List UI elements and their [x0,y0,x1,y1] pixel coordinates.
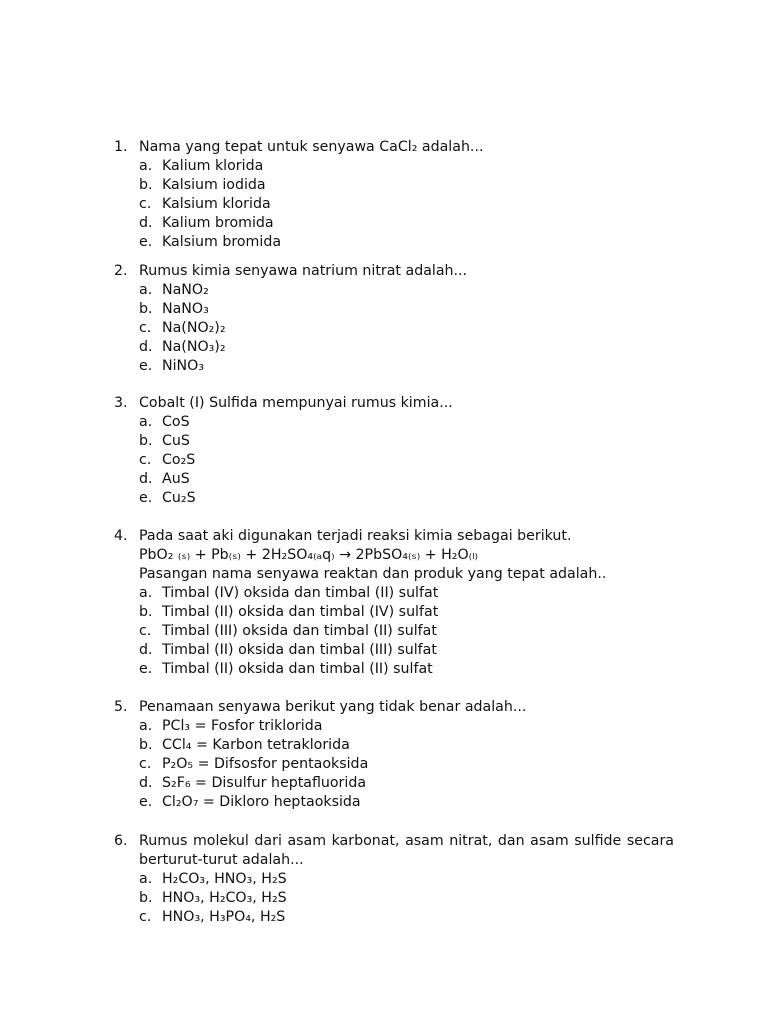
option-letter: b. [139,737,153,753]
question-text-continued: berturut-turut adalah... [139,852,304,868]
option-text: Kalsium iodida [162,177,266,193]
option-c [114,451,674,470]
option-letter: a. [139,158,153,174]
option-text: AuS [162,471,190,487]
question-4 [114,527,674,679]
question-2 [114,262,674,376]
reaction-equation: PbO₂ ₍ₛ₎ + Pb₍ₛ₎ + 2H₂SO₄₍ₐq₎ → 2PbSO₄₍ₛ₎ + H₂O₍ₗ₎ [139,547,478,563]
option-text: Cu₂S [162,490,196,506]
option-text: Kalsium bromida [162,234,282,250]
option-letter: d. [139,642,153,658]
question-stem [114,698,674,717]
option-text: Timbal (IV) oksida dan timbal (II) sulfat [162,585,439,601]
question-number: 6. [114,833,128,849]
question-number: 5. [114,699,128,715]
option-text: CuS [162,433,190,449]
option-letter: a. [139,585,153,601]
option-text: Timbal (II) oksida dan timbal (IV) sulfat [162,604,439,620]
question-number: 1. [114,139,128,155]
option-e [114,489,674,508]
option-text: HNO₃, H₃PO₄, H₂S [162,909,286,925]
option-text: NaNO₃ [162,301,209,317]
option-letter: b. [139,177,153,193]
option-e [114,233,674,252]
option-a [114,717,674,736]
option-text: P₂O₅ = Difsosfor pentaoksida [162,756,369,772]
option-d [114,338,674,357]
option-letter: a. [139,414,153,430]
option-a [114,157,674,176]
option-text: NiNO₃ [162,358,205,374]
question-stem [114,832,674,851]
option-text: Co₂S [162,452,196,468]
option-text: Kalium klorida [162,158,264,174]
option-c [114,755,674,774]
question-6 [114,832,674,927]
option-letter: b. [139,890,153,906]
option-b [114,176,674,195]
option-letter: c. [139,320,152,336]
question-5 [114,698,674,812]
option-text: Timbal (II) oksida dan timbal (II) sulfat [162,661,433,677]
question-number: 3. [114,395,128,411]
option-d [114,214,674,233]
option-c [114,195,674,214]
option-text: Cl₂O₇ = Dikloro heptaoksida [162,794,361,810]
option-b [114,432,674,451]
option-letter: e. [139,490,153,506]
option-letter: e. [139,358,153,374]
option-letter: c. [139,909,152,925]
option-letter: e. [139,661,153,677]
option-b [114,736,674,755]
option-text: Kalium bromida [162,215,274,231]
option-letter: a. [139,282,153,298]
option-e [114,793,674,812]
option-letter: a. [139,718,153,734]
option-text: HNO₃, H₂CO₃, H₂S [162,890,287,906]
option-c [114,908,674,927]
option-text: CCl₄ = Karbon tetraklorida [162,737,350,753]
option-letter: d. [139,775,153,791]
option-letter: d. [139,339,153,355]
question-3 [114,394,674,508]
option-text: Na(NO₃)₂ [162,339,226,355]
question-text: Cobalt (I) Sulfida mempunyai rumus kimia... [139,395,453,411]
option-letter: c. [139,623,152,639]
option-text: Timbal (II) oksida dan timbal (III) sulfat [162,642,437,658]
option-text: CoS [162,414,190,430]
option-letter: c. [139,196,152,212]
question-text-continued: Pasangan nama senyawa reaktan dan produk yang tepat adalah.. [139,566,607,582]
option-text: NaNO₂ [162,282,209,298]
option-text: S₂F₆ = Disulfur heptafluorida [162,775,367,791]
option-letter: b. [139,604,153,620]
option-letter: c. [139,452,152,468]
option-a [114,584,674,603]
option-b [114,889,674,908]
option-d [114,774,674,793]
question-text: Nama yang tepat untuk senyawa CaCl₂ adalah... [139,139,484,155]
option-letter: b. [139,433,153,449]
question-1 [114,138,674,252]
option-text: Kalsium klorida [162,196,271,212]
option-a [114,413,674,432]
question-number: 4. [114,528,128,544]
option-a [114,281,674,300]
option-text: H₂CO₃, HNO₃, H₂S [162,871,287,887]
question-text: Penamaan senyawa berikut yang tidak benar adalah... [139,699,527,715]
option-d [114,641,674,660]
option-b [114,300,674,319]
option-letter: b. [139,301,153,317]
option-c [114,622,674,641]
option-d [114,470,674,489]
question-stem [114,262,674,281]
option-letter: a. [139,871,153,887]
option-letter: e. [139,794,153,810]
question-text: Pada saat aki digunakan terjadi reaksi kimia sebagai berikut. [139,528,572,544]
option-letter: d. [139,471,153,487]
option-letter: c. [139,756,152,772]
question-text: Rumus molekul dari asam karbonat, asam nitrat, dan asam sulfide secara [139,833,674,849]
option-e [114,357,674,376]
question-stem [114,394,674,413]
option-e [114,660,674,679]
question-text: Rumus kimia senyawa natrium nitrat adalah... [139,263,468,279]
option-text: PCl₃ = Fosfor triklorida [162,718,323,734]
option-c [114,319,674,338]
option-b [114,603,674,622]
option-letter: d. [139,215,153,231]
question-stem [114,527,674,546]
question-number: 2. [114,263,128,279]
question-stem [114,138,674,157]
option-text: Na(NO₂)₂ [162,320,226,336]
option-a [114,870,674,889]
option-letter: e. [139,234,153,250]
option-text: Timbal (III) oksida dan timbal (II) sulfat [162,623,437,639]
